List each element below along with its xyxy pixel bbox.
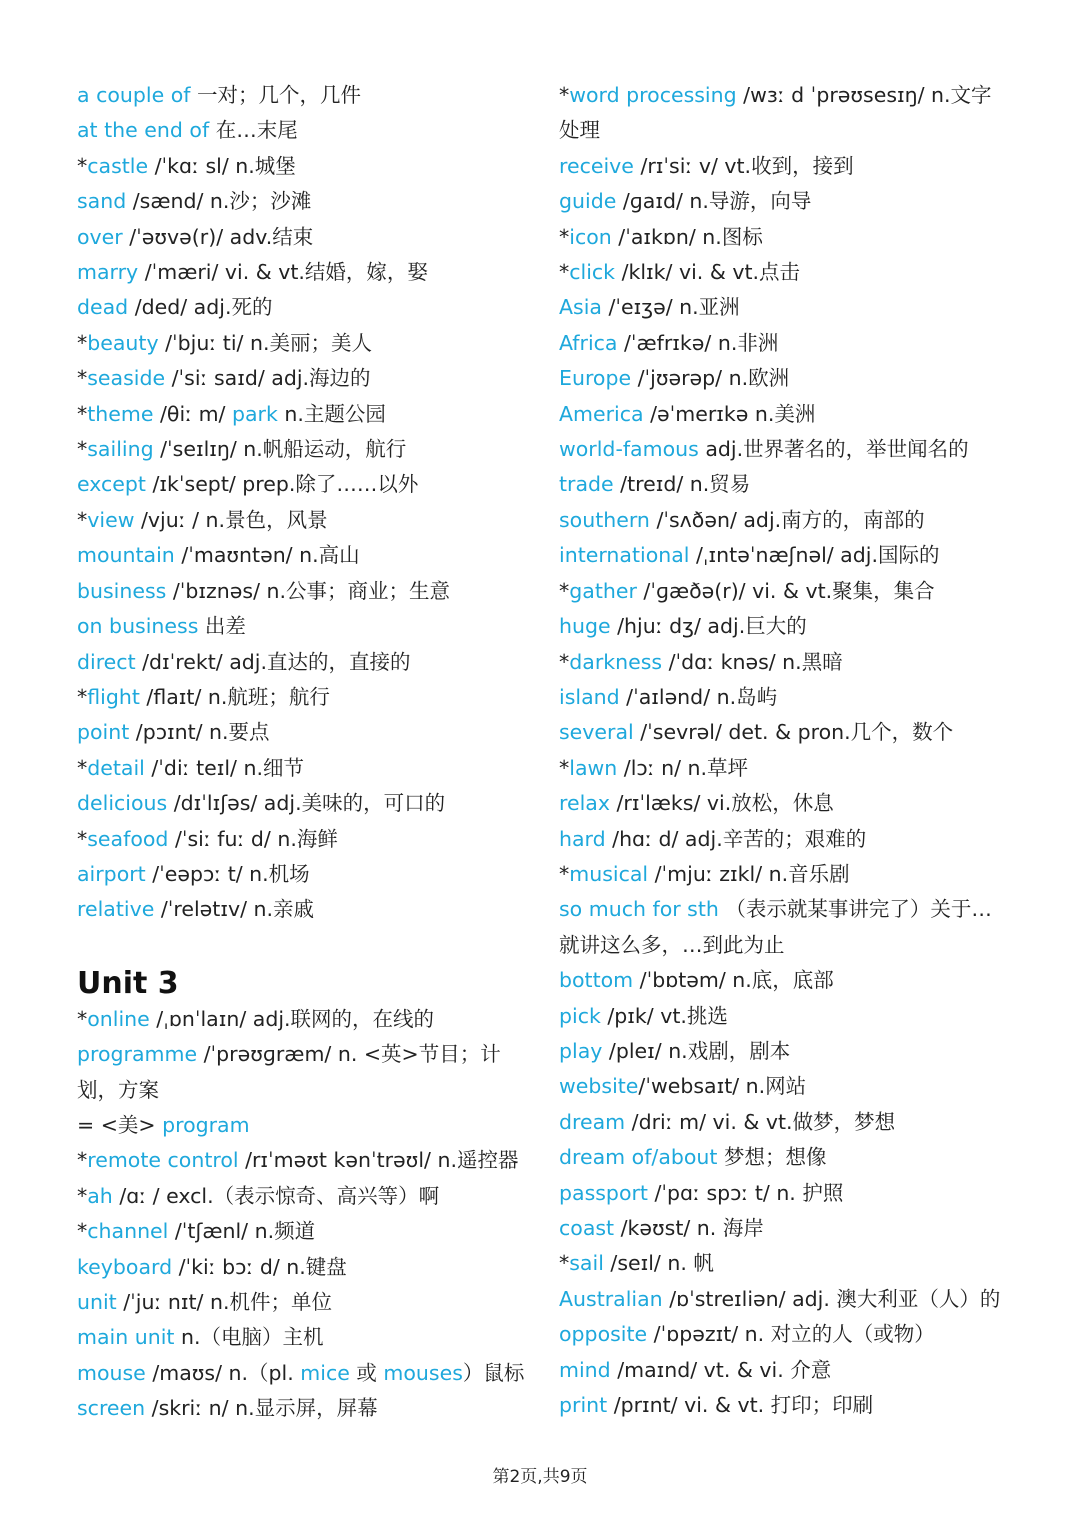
entry-definition: /ˈprəʊɡræm/ n. <英>节目；计划，方案 bbox=[77, 1042, 501, 1102]
entry-headword: opposite bbox=[559, 1322, 648, 1347]
entry-star: * bbox=[77, 826, 88, 851]
entry-definition: /ˈmjuː zɪkl/ n.音乐剧 bbox=[648, 861, 850, 886]
entry-headword: huge bbox=[559, 614, 611, 639]
entry-definition: /lɔː n/ n.草坪 bbox=[617, 755, 749, 780]
entry-headword: program bbox=[162, 1112, 250, 1137]
vocab-entry bbox=[77, 255, 527, 290]
entry-definition: /dɪˈrekt/ adj.直达的，直接的 bbox=[135, 649, 411, 674]
vocab-entry bbox=[77, 1391, 527, 1426]
entry-headword: world-famous bbox=[559, 437, 699, 462]
entry-headword: icon bbox=[569, 224, 612, 249]
entry-headword: darkness bbox=[569, 649, 663, 674]
entry-definition: /θiː m/ bbox=[153, 401, 232, 426]
vocab-entry bbox=[559, 680, 1009, 715]
entry-definition: /ˈæfrɪkə/ n.非洲 bbox=[617, 330, 779, 355]
vocab-entry bbox=[559, 1353, 1009, 1388]
entry-headword: park bbox=[231, 401, 278, 426]
vocab-entry bbox=[77, 361, 527, 396]
entry-definition: /ˈdɑː knəs/ n.黑暗 bbox=[662, 649, 843, 674]
entry-headword: theme bbox=[87, 401, 154, 426]
vocab-entry bbox=[77, 1250, 527, 1285]
entry-definition: /ˈɡæðə(r)/ vi. & vt.聚集，集合 bbox=[636, 578, 935, 603]
entry-headword: main unit bbox=[77, 1325, 175, 1350]
vocab-entry bbox=[77, 1037, 527, 1108]
entry-definition: /ɒˈstreɪliən/ adj. 澳大利亚（人）的 bbox=[662, 1286, 1001, 1311]
vocab-entry bbox=[559, 1069, 1009, 1104]
entry-headword: trade bbox=[559, 472, 614, 497]
entry-definition: /rɪˈsiː v/ vt.收到，接到 bbox=[633, 153, 854, 178]
entry-headword: guide bbox=[559, 189, 617, 214]
vocab-entry bbox=[77, 715, 527, 750]
vocab-entry bbox=[559, 255, 1009, 290]
right-column bbox=[559, 78, 1009, 1423]
vocab-entry bbox=[559, 609, 1009, 644]
vocab-entry bbox=[77, 1214, 527, 1249]
entry-headword: online bbox=[87, 1006, 150, 1031]
vocab-entry bbox=[77, 645, 527, 680]
entry-headword: airport bbox=[77, 861, 146, 886]
entry-headword: mind bbox=[559, 1357, 611, 1382]
vocab-entry bbox=[77, 680, 527, 715]
entry-definition: /ˈmæri/ vi. & vt.结婚，嫁，娶 bbox=[138, 260, 428, 285]
entry-headword: international bbox=[559, 543, 690, 568]
vocab-entry bbox=[77, 786, 527, 821]
vocab-entry bbox=[77, 1002, 527, 1037]
entry-definition: /treɪd/ n.贸易 bbox=[613, 472, 751, 497]
vocab-entry bbox=[77, 1143, 527, 1178]
entry-star: * bbox=[559, 861, 570, 886]
entry-definition: /ˈmaʊntən/ n.高山 bbox=[174, 543, 360, 568]
entry-headword: mouses bbox=[383, 1360, 463, 1385]
entry-headword: lawn bbox=[569, 755, 618, 780]
entry-definition: /ˈpɑː spɔː t/ n. 护照 bbox=[647, 1180, 844, 1205]
entry-definition: /maɪnd/ vt. & vi. 介意 bbox=[610, 1357, 832, 1382]
vocab-entry bbox=[559, 786, 1009, 821]
entry-headword: dream bbox=[559, 1109, 626, 1134]
vocab-entry bbox=[559, 149, 1009, 184]
entry-headword: business bbox=[77, 578, 167, 603]
vocab-entry bbox=[559, 290, 1009, 325]
vocab-entry bbox=[559, 1282, 1009, 1317]
entry-headword: passport bbox=[559, 1180, 648, 1205]
entry-headword: receive bbox=[559, 153, 634, 178]
vocab-entry bbox=[559, 467, 1009, 502]
vocab-entry bbox=[559, 1211, 1009, 1246]
entry-definition: /ˈeəpɔː t/ n.机场 bbox=[145, 861, 310, 886]
entry-definition: /ˈseɪlɪŋ/ n.帆船运动，航行 bbox=[153, 437, 407, 462]
entry-headword: programme bbox=[77, 1042, 198, 1067]
entry-headword: coast bbox=[559, 1216, 615, 1240]
entry-definition: 在…末尾 bbox=[209, 118, 298, 143]
page-number: 第2页,共9页 bbox=[492, 1467, 588, 1487]
entry-headword: direct bbox=[77, 649, 136, 674]
vocab-entry bbox=[559, 963, 1009, 998]
entry-star: * bbox=[77, 366, 88, 391]
entry-headword: island bbox=[559, 684, 620, 709]
entry-definition: /ˈtʃænl/ n.频道 bbox=[168, 1219, 316, 1244]
vocab-entry bbox=[559, 397, 1009, 432]
vocab-entry bbox=[559, 892, 1009, 963]
entry-star: * bbox=[77, 153, 88, 178]
entry-headword: musical bbox=[569, 861, 649, 886]
vocab-entry bbox=[559, 432, 1009, 467]
vocab-entry bbox=[77, 290, 527, 325]
left-column bbox=[77, 78, 527, 1427]
entry-definition: n.（电脑）主机 bbox=[174, 1325, 324, 1350]
entry-headword: except bbox=[77, 472, 146, 497]
entry-headword: Asia bbox=[559, 295, 602, 320]
vocab-entry bbox=[559, 1246, 1009, 1281]
entry-headword: marry bbox=[77, 260, 139, 285]
vocab-entry bbox=[77, 326, 527, 361]
vocab-entry bbox=[559, 503, 1009, 538]
vocab-entry bbox=[77, 1356, 527, 1391]
entry-headword: sail bbox=[569, 1251, 604, 1276]
entry-definition: 或 bbox=[349, 1360, 384, 1385]
entry-definition: /ˈeɪʒə/ n.亚洲 bbox=[601, 295, 740, 320]
entry-star: * bbox=[559, 755, 570, 780]
entry-definition: /wɜː d ˈprəʊsesɪŋ/ n.文字处理 bbox=[559, 83, 992, 143]
entry-definition: /pleɪ/ n.戏剧，剧本 bbox=[602, 1038, 791, 1063]
vocab-entry bbox=[77, 113, 527, 148]
vocab-entry bbox=[77, 1285, 527, 1320]
entry-definition: /ɡaɪd/ n.导游，向导 bbox=[616, 189, 812, 214]
entry-headword: beauty bbox=[87, 330, 159, 355]
entry-definition: /prɪnt/ vi. & vt. 打印；印刷 bbox=[607, 1393, 874, 1418]
vocab-entry bbox=[77, 609, 527, 644]
entry-headword: mouse bbox=[77, 1360, 146, 1385]
entry-definition: /pɔɪnt/ n.要点 bbox=[129, 720, 270, 745]
entry-headword: so much for sth bbox=[559, 897, 719, 922]
vocab-entry bbox=[77, 1108, 527, 1143]
vocab-entry bbox=[559, 1388, 1009, 1423]
entry-headword: print bbox=[559, 1393, 608, 1418]
vocab-entry bbox=[559, 822, 1009, 857]
entry-headword: pick bbox=[559, 1003, 601, 1028]
entry-definition: /ˈwebsaɪt/ n.网站 bbox=[638, 1074, 807, 1099]
vocab-entry bbox=[77, 1179, 527, 1214]
entry-headword: bottom bbox=[559, 968, 634, 993]
entry-headword: channel bbox=[87, 1219, 169, 1244]
entry-definition: /vjuː / n.景色，风景 bbox=[134, 507, 328, 532]
entry-headword: Africa bbox=[559, 330, 618, 355]
entry-definition: /rɪˈməʊt kənˈtrəʊl/ n.遥控器 bbox=[238, 1148, 519, 1173]
vocab-entry bbox=[77, 892, 527, 927]
entry-star: * bbox=[77, 1219, 88, 1244]
entry-star: * bbox=[77, 507, 88, 532]
entry-headword: America bbox=[559, 401, 644, 426]
vocab-entry bbox=[77, 432, 527, 467]
entry-prefix: = <美> bbox=[77, 1112, 163, 1137]
entry-definition: /ˈaɪlənd/ n.岛屿 bbox=[619, 684, 778, 709]
vocab-entry bbox=[559, 999, 1009, 1034]
entry-definition: /ˈjuː nɪt/ n.机件；单位 bbox=[116, 1290, 332, 1314]
entry-definition: /ˈbɪznəs/ n.公事；商业；生意 bbox=[166, 578, 451, 603]
entry-headword: view bbox=[87, 507, 135, 532]
vocab-entry bbox=[559, 1140, 1009, 1175]
entry-headword: castle bbox=[87, 153, 149, 178]
entry-star: * bbox=[77, 1148, 88, 1173]
entry-headword: screen bbox=[77, 1396, 146, 1421]
vocab-entry bbox=[559, 184, 1009, 219]
entry-headword: ah bbox=[87, 1183, 113, 1208]
entry-definition: /ˈjʊərəp/ n.欧洲 bbox=[631, 366, 790, 391]
entry-definition: /ˈsevrəl/ det. & pron.几个，数个 bbox=[633, 720, 954, 745]
vocab-entry bbox=[559, 78, 1009, 149]
vocab-entry bbox=[559, 1176, 1009, 1211]
entry-headword: southern bbox=[559, 507, 650, 532]
vocab-entry bbox=[559, 361, 1009, 396]
entry-definition: /skriː n/ n.显示屏，屏幕 bbox=[145, 1396, 378, 1421]
entry-headword: at the end of bbox=[77, 118, 210, 143]
vocab-entry bbox=[559, 857, 1009, 892]
vocab-entry bbox=[559, 1317, 1009, 1352]
entry-definition: /maʊs/ n.（pl. bbox=[145, 1360, 301, 1385]
entry-headword: website bbox=[559, 1074, 639, 1099]
vocab-entry bbox=[77, 149, 527, 184]
vocab-entry bbox=[77, 822, 527, 857]
entry-star: * bbox=[559, 224, 570, 249]
entry-star: * bbox=[559, 649, 570, 674]
entry-definition: n.主题公园 bbox=[277, 401, 386, 426]
entry-definition: /ˈɒpəzɪt/ n. 对立的人（或物） bbox=[647, 1322, 935, 1347]
entry-definition: /hɑː d/ adj.辛苦的；艰难的 bbox=[605, 826, 867, 851]
entry-definition: /ˈdiː teɪl/ n.细节 bbox=[144, 755, 304, 780]
entry-headword: hard bbox=[559, 826, 606, 851]
entry-star: * bbox=[77, 437, 88, 462]
entry-definition: /ˈsiː fuː d/ n.海鲜 bbox=[168, 826, 338, 851]
entry-definition: /ˈrelətɪv/ n.亲戚 bbox=[154, 897, 315, 922]
entry-definition: /hjuː dʒ/ adj.巨大的 bbox=[610, 614, 807, 639]
entry-headword: keyboard bbox=[77, 1254, 173, 1279]
entry-definition: /pɪk/ vt.挑选 bbox=[600, 1003, 728, 1028]
entry-headword: detail bbox=[87, 755, 145, 780]
entry-definition: /ˈkiː bɔː d/ n.键盘 bbox=[172, 1254, 347, 1279]
entry-definition: /ˈbjuː ti/ n.美丽；美人 bbox=[158, 330, 372, 355]
vocab-entry bbox=[77, 503, 527, 538]
vocab-entry bbox=[77, 78, 527, 113]
vocab-entry bbox=[77, 184, 527, 219]
vocab-entry bbox=[559, 574, 1009, 609]
vocab-entry bbox=[559, 715, 1009, 750]
entry-definition: 出差 bbox=[198, 614, 246, 639]
entry-definition: /ˈbɒtəm/ n.底，底部 bbox=[633, 968, 834, 993]
entry-definition: /ˈsiː saɪd/ adj.海边的 bbox=[165, 366, 371, 391]
entry-star: * bbox=[559, 578, 570, 603]
entry-definition: /ˈəʊvə(r)/ adv.结束 bbox=[122, 224, 314, 249]
entry-definition: /ˈsʌðən/ adj.南方的，南部的 bbox=[649, 507, 925, 532]
vocab-entry bbox=[77, 397, 527, 432]
entry-headword: dead bbox=[77, 295, 129, 320]
entry-definition: /əˈmerɪkə n.美洲 bbox=[643, 401, 816, 426]
vocab-entry bbox=[77, 751, 527, 786]
vocab-entry bbox=[77, 538, 527, 573]
entry-definition: /ɪkˈsept/ prep.除了……以外 bbox=[145, 472, 419, 497]
unit-entry-list bbox=[77, 1002, 527, 1427]
entry-definition: adj.世界著名的，举世闻名的 bbox=[698, 437, 969, 462]
entry-definition: /ɑː / excl.（表示惊奇、高兴等）啊 bbox=[112, 1183, 440, 1208]
entry-definition: ）鼠标 bbox=[462, 1360, 525, 1385]
entry-definition: /kəʊst/ n. 海岸 bbox=[614, 1216, 764, 1240]
left-entry-list bbox=[77, 78, 527, 928]
entry-definition: /ˌɒnˈlaɪn/ adj.联网的，在线的 bbox=[149, 1006, 435, 1031]
vocab-entry bbox=[77, 857, 527, 892]
vocab-entry bbox=[559, 645, 1009, 680]
entry-definition: /dɪˈlɪʃəs/ adj.美味的，可口的 bbox=[167, 791, 446, 816]
entry-headword: point bbox=[77, 720, 130, 745]
entry-headword: mice bbox=[300, 1360, 350, 1385]
right-entry-list bbox=[559, 78, 1009, 1423]
vocab-entry bbox=[77, 467, 527, 502]
entry-star: * bbox=[77, 755, 88, 780]
vocab-entry bbox=[559, 220, 1009, 255]
entry-headword: a couple of bbox=[77, 83, 191, 107]
entry-definition: /seɪl/ n. 帆 bbox=[603, 1251, 714, 1276]
entry-headword: flight bbox=[87, 684, 140, 709]
entry-definition: /ded/ adj.死的 bbox=[128, 295, 273, 320]
entry-star: * bbox=[77, 684, 88, 709]
vocab-entry bbox=[559, 326, 1009, 361]
entry-headword: seafood bbox=[87, 826, 169, 851]
entry-definition: /driː m/ vi. & vt.做梦，梦想 bbox=[625, 1109, 896, 1134]
entry-definition: （表示就某事讲完了）关于…就讲这么多，…到此为止 bbox=[559, 897, 992, 957]
entry-headword: play bbox=[559, 1038, 603, 1063]
entry-definition: 梦想；想像 bbox=[717, 1145, 827, 1170]
vocab-entry bbox=[77, 1320, 527, 1355]
vocab-entry bbox=[77, 574, 527, 609]
entry-headword: word processing bbox=[569, 83, 737, 107]
entry-definition: /ˈaɪkɒn/ n.图标 bbox=[611, 224, 763, 249]
vocab-entry bbox=[559, 538, 1009, 573]
entry-definition: /klɪk/ vi. & vt.点击 bbox=[615, 260, 801, 285]
entry-headword: sailing bbox=[87, 437, 154, 462]
entry-headword: seaside bbox=[87, 366, 166, 391]
entry-headword: on business bbox=[77, 614, 199, 639]
entry-headword: unit bbox=[77, 1290, 117, 1314]
entry-headword: several bbox=[559, 720, 634, 745]
entry-star: * bbox=[77, 1183, 88, 1208]
entry-headword: gather bbox=[569, 578, 637, 603]
entry-headword: relax bbox=[559, 791, 610, 816]
entry-headword: relative bbox=[77, 897, 155, 922]
vocab-entry bbox=[77, 220, 527, 255]
vocab-entry bbox=[559, 1034, 1009, 1069]
entry-headword: click bbox=[569, 260, 616, 285]
entry-star: * bbox=[559, 1251, 570, 1276]
entry-headword: over bbox=[77, 224, 123, 249]
entry-definition: 一对；几个，几件 bbox=[190, 83, 362, 107]
entry-headword: dream of/about bbox=[559, 1145, 718, 1170]
entry-headword: Europe bbox=[559, 366, 632, 391]
entry-headword: remote control bbox=[87, 1148, 239, 1173]
entry-headword: delicious bbox=[77, 791, 168, 816]
entry-star: * bbox=[77, 330, 88, 355]
entry-star: * bbox=[559, 83, 570, 107]
entry-star: * bbox=[77, 1006, 88, 1031]
unit-heading: Unit 3 bbox=[77, 965, 179, 1001]
entry-headword: mountain bbox=[77, 543, 175, 568]
entry-definition: /rɪˈlæks/ vi.放松，休息 bbox=[609, 791, 834, 816]
vocab-entry bbox=[559, 1105, 1009, 1140]
vocab-entry bbox=[559, 751, 1009, 786]
entry-definition: /ˌɪntəˈnæʃnəl/ adj.国际的 bbox=[689, 543, 940, 568]
entry-star: * bbox=[77, 401, 88, 426]
entry-definition: /ˈkɑː sl/ n.城堡 bbox=[148, 153, 296, 178]
entry-headword: sand bbox=[77, 189, 127, 214]
entry-definition: /sænd/ n.沙；沙滩 bbox=[126, 189, 312, 214]
entry-definition: /flaɪt/ n.航班；航行 bbox=[139, 684, 330, 709]
entry-headword: Australian bbox=[559, 1286, 663, 1311]
entry-star: * bbox=[559, 260, 570, 285]
